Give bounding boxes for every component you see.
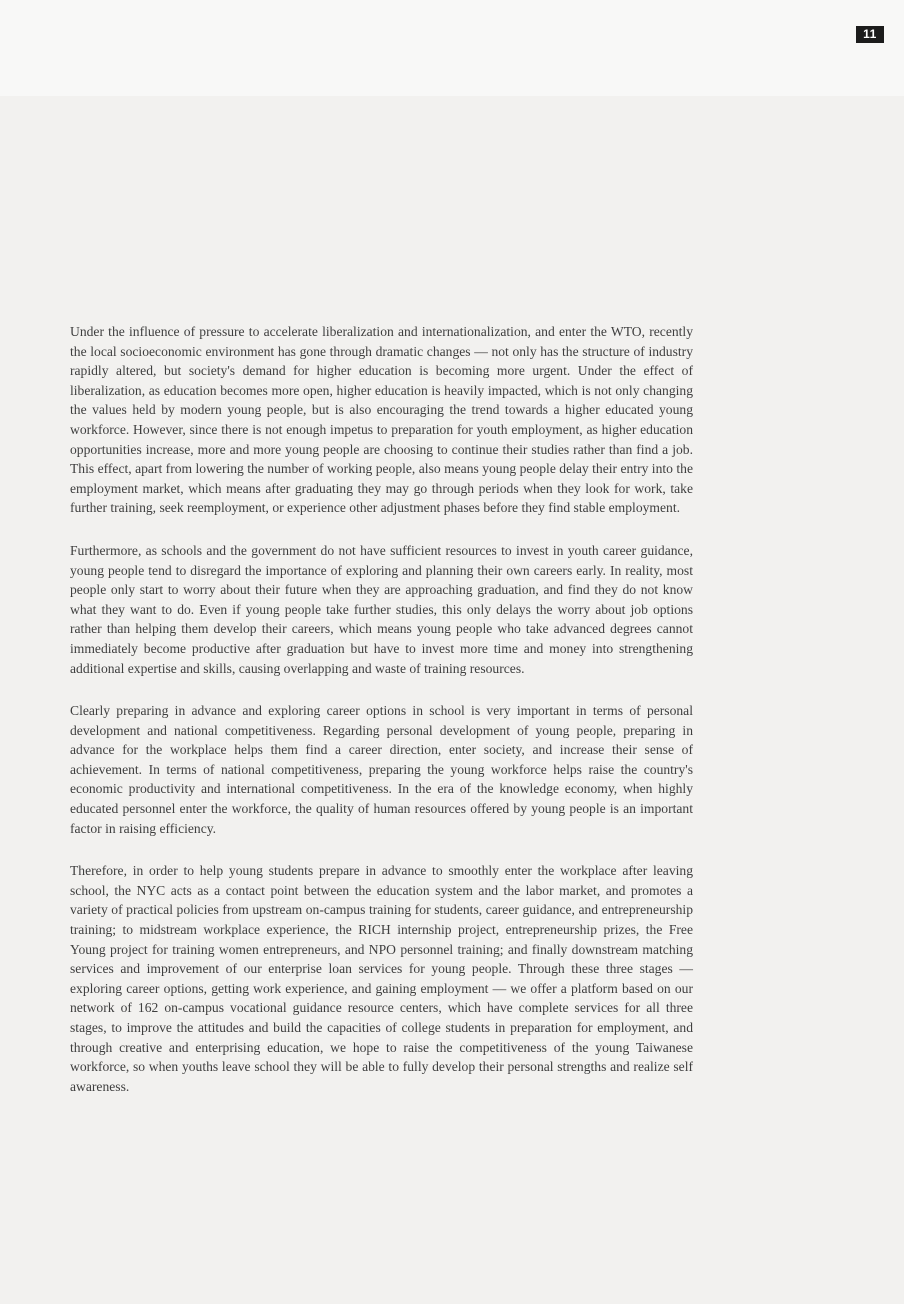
paragraph-1: Under the influence of pressure to accelerate liberalization and internationalization, and enter the WTO, recently the local socioeconomic environment has gone through dramatic changes — not only has the structure of industry rapidly altered, but society's demand for higher education is becoming more urgent. Under the effect of liberalization, as education becomes more open, higher education is heavily impacted, which is not only changing the values held by modern young people, but is also encouraging the trend towards a higher educated young workforce. However, since there is not enough impetus to preparation for youth employment, as higher education opportunities increase, more and more young people are choosing to continue their studies rather than find a job. This effect, apart from lowering the number of working people, also means young people delay their entry into the employment market, which means after graduating they may go through periods when they look for work, take further training, seek reemployment, or experience other adjustment phases before they find stable employment. — [70, 324, 693, 516]
page-header-area — [0, 0, 904, 96]
paragraph-3: Clearly preparing in advance and exploring career options in school is very important in terms of personal development and national competitiveness. Regarding personal development of young people, preparing in advance for the workplace helps them find a career direction, enter society, and increase their sense of achievement. In terms of national competitiveness, preparing the young workforce helps raise the country's economic productivity and international competitiveness. In the era of the knowledge economy, when highly educated personnel enter the workforce, the quality of human resources offered by young people is an important factor in raising efficiency. — [70, 703, 693, 836]
body-text — [70, 322, 693, 1119]
page-number-badge: 11 — [856, 26, 884, 43]
paragraph-4: Therefore, in order to help young students prepare in advance to smoothly enter the workplace after leaving school, the NYC acts as a contact point between the education system and the labor market, and promotes a variety of practical policies from upstream on-campus training for students, career guidance, and entrepreneurship training; to midstream workplace experience, the RICH internship project, entrepreneurship prizes, the Free Young project for training women entrepreneurs, and NPO personnel training; and finally downstream matching services and improvement of our enterprise loan services for young people. Through these three stages — exploring career options, getting work experience, and gaining employment — we offer a platform based on our network of 162 on-campus vocational guidance resource centers, which have complete services for all three stages, to improve the attitudes and build the capacities of college students in preparation for employment, and through creative and enterprising education, we hope to raise the competitiveness of the young Taiwanese workforce, so when youths leave school they will be able to fully develop their personal strengths and realize self awareness. — [70, 863, 693, 1094]
paragraph-2: Furthermore, as schools and the government do not have sufficient resources to invest in youth career guidance, young people tend to disregard the importance of exploring and planning their own careers early. In reality, most people only start to worry about their future when they are approaching graduation, and find they do not know what they want to do. Even if young people take further studies, this only delays the worry about job options rather than helping them develop their careers, which means young people who take advanced degrees cannot immediately become productive after graduation but have to invest more time and money into strengthening additional expertise and skills, causing overlapping and waste of training resources. — [70, 542, 693, 676]
